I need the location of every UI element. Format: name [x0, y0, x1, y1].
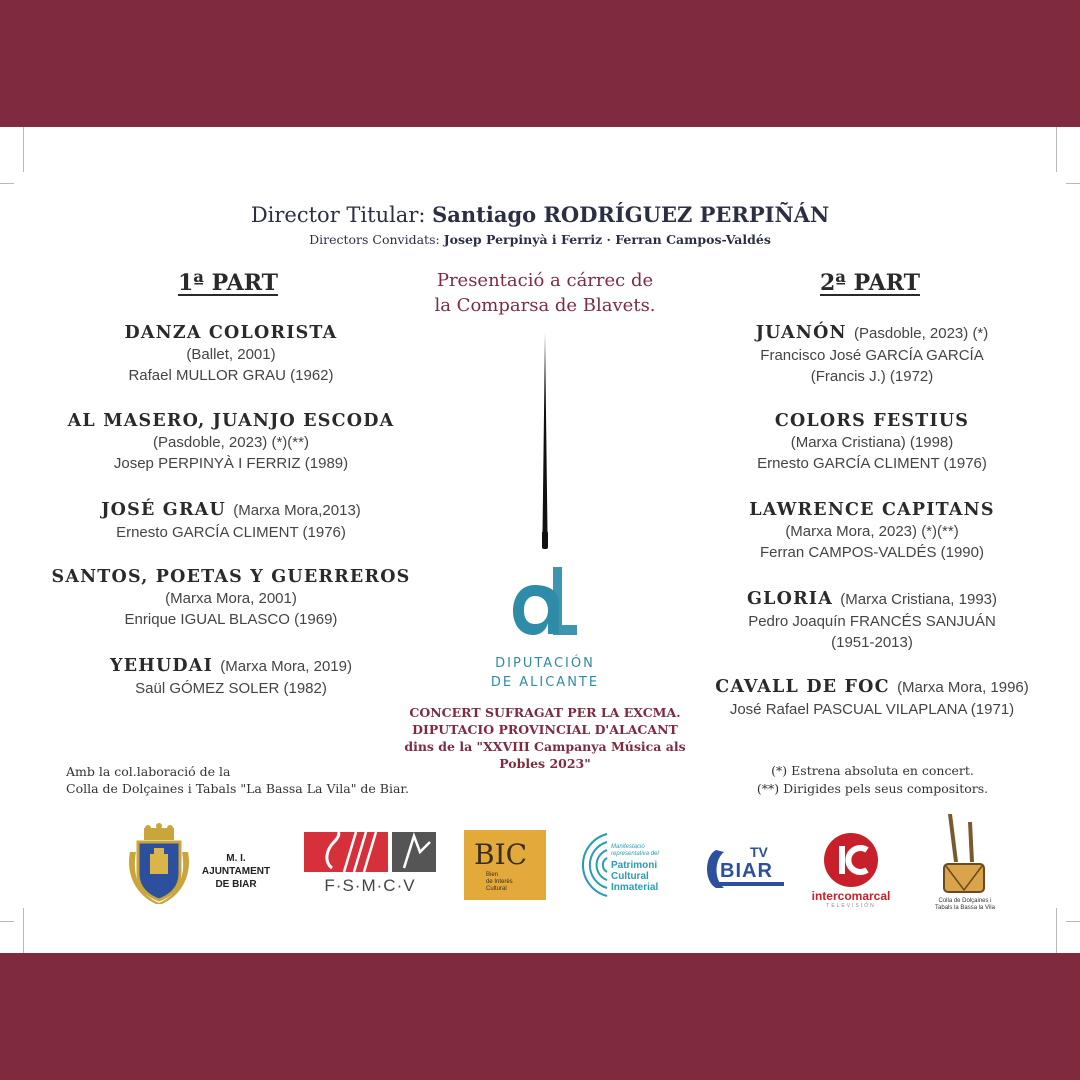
piece: [31, 566, 431, 630]
crop-mark: [23, 908, 24, 953]
crop-mark: [23, 127, 24, 172]
piece-title: GLORIA: [746, 589, 833, 609]
footnote: (*) Estrena absoluta en concert.: [771, 763, 974, 778]
piece-line: Ernesto GARCÍA CLIMENT (1976): [116, 524, 346, 541]
crop-mark: [1056, 908, 1057, 953]
collaboration-note: [66, 763, 409, 797]
piece-line: (Marxa Mora, 2001): [165, 590, 297, 607]
piece-inline-note: (Marxa Mora, 2019): [220, 658, 352, 675]
crop-mark: [1066, 921, 1080, 922]
concert-line: DIPUTACIO PROVINCIAL D'ALACANT: [412, 722, 678, 737]
baton-icon: [541, 333, 549, 549]
piece: [672, 499, 1072, 563]
concert-line: dins de la "XXVIII Campanya Música als: [404, 739, 686, 754]
directors-convidats-label: Directors Convidats:: [309, 232, 440, 247]
director-titular-name: Santiago RODRÍGUEZ PERPIÑÁN: [432, 202, 830, 227]
tvbiar-logo: [702, 838, 786, 894]
piece-line: Josep PERPINYÀ I FERRIZ (1989): [113, 455, 349, 472]
piece-line: Ferran CAMPOS-VALDÉS (1990): [760, 544, 984, 561]
piece-line: Francisco José GARCÍA GARCÍA: [760, 347, 984, 364]
director-titular: [0, 202, 1080, 227]
fsmcv-stripes-icon: [304, 832, 436, 872]
intercomarcal-logo: [804, 832, 898, 908]
piece-inline-note: (Marxa Cristiana, 1993): [840, 591, 998, 608]
piece-title: SANTOS, POETAS Y GUERREROS: [51, 567, 411, 587]
piece-line: Pedro Joaquín FRANCÉS SANJUÁN: [748, 613, 996, 630]
concert-line: Pobles 2023": [499, 756, 591, 771]
colla-line: Tabals la Bassa la Vila: [935, 905, 995, 911]
fsmcv-text: F·S·M·C·V: [324, 876, 416, 895]
piece-line: (Francis J.) (1972): [810, 368, 934, 385]
director-titular-label: Director Titular:: [250, 203, 426, 227]
bic-logo: [464, 830, 546, 900]
diputacion-line: DE ALICANTE: [490, 675, 600, 690]
footnotes: [730, 762, 1015, 798]
piece-line: Saül GÓMEZ SOLER (1982): [135, 680, 327, 697]
crop-mark: [1056, 127, 1057, 172]
intercomarcal-ic-icon: [823, 832, 879, 888]
patrimoni-arcs-icon: [571, 830, 611, 900]
ajuntament-line: M. I. AJUNTAMENT: [201, 853, 271, 877]
drum-dolcaina-icon: [938, 812, 988, 896]
piece-line: (1951-2013): [831, 634, 913, 651]
diputacion-logo-icon: [505, 563, 585, 643]
bic-sub: Cultural: [486, 886, 507, 892]
patrimoni-line: Patrimoni: [611, 860, 658, 871]
patrimoni-line: Inmaterial: [611, 882, 659, 893]
piece-line: Rafael MULLOR GRAU (1962): [128, 367, 334, 384]
intercomarcal-sub: TELEVISIÓN: [826, 903, 876, 909]
piece-title: YEHUDAI: [110, 656, 213, 676]
bic-sub: Bien: [486, 872, 499, 878]
diputacion-name: [445, 654, 645, 692]
piece: [672, 676, 1072, 720]
piece: [31, 655, 431, 699]
crop-mark: [0, 921, 14, 922]
tvbiar-biar: BIAR: [720, 860, 773, 882]
piece-title: JUANÓN: [755, 323, 847, 343]
piece-title: LAWRENCE CAPITANS: [749, 500, 995, 520]
piece: [672, 410, 1072, 474]
part2-heading: 2ª PART: [820, 270, 920, 296]
collab-line: Amb la col.laboració de la: [66, 764, 231, 779]
tvbiar-tv: TV: [750, 844, 768, 860]
patrimoni-logo: [571, 830, 681, 900]
fsmcv-logo: [304, 832, 436, 898]
concert-line: CONCERT SUFRAGAT PER LA EXCMA.: [409, 705, 681, 720]
colla-line: Colla de Dolçaines i: [938, 898, 992, 904]
presentacio-line: la Comparsa de Blavets.: [434, 295, 656, 316]
coat-of-arms-icon: [126, 822, 192, 908]
intercomarcal-name: intercomarcal: [811, 889, 891, 903]
piece-title: JOSÉ GRAU: [101, 500, 226, 520]
piece-title: AL MASERO, JUANJO ESCODA: [67, 411, 395, 431]
piece: [31, 322, 431, 386]
top-band: [0, 0, 1080, 127]
piece-inline-note: (Marxa Mora,2013): [233, 502, 361, 519]
patrimoni-small: representativa del: [611, 851, 659, 857]
piece: [672, 322, 1072, 387]
ajuntament-line: DE BIAR: [215, 879, 257, 890]
presentacio-line: Presentació a cárrec de: [436, 270, 654, 291]
piece: [672, 588, 1072, 653]
piece-line: (Ballet, 2001): [186, 346, 276, 363]
colla-logo: [926, 812, 1004, 916]
piece-line: José Rafael PASCUAL VILAPLANA (1971): [729, 701, 1015, 718]
piece-title: COLORS FESTIUS: [774, 411, 970, 431]
piece-line: Ernesto GARCÍA CLIMENT (1976): [757, 455, 987, 472]
bottom-band: [0, 953, 1080, 1080]
footnote: (**) Dirigides pels seus compositors.: [756, 781, 989, 796]
piece-line: (Pasdoble, 2023) (*)(**): [153, 434, 309, 451]
collab-line: Colla de Dolçaines i Tabals "La Bassa La Vila" de Biar.: [66, 781, 410, 796]
bic-mark: BIC: [474, 838, 528, 871]
piece-line: (Marxa Cristiana) (1998): [790, 434, 954, 451]
bic-sub: de Interés: [486, 879, 513, 885]
piece: [31, 499, 431, 543]
directors-convidats: [0, 232, 1080, 247]
concert-credit: [390, 704, 700, 772]
piece-line: Enrique IGUAL BLASCO (1969): [124, 611, 338, 628]
crop-mark: [0, 183, 14, 184]
piece-title: DANZA COLORISTA: [124, 323, 338, 343]
part1-heading: 1ª PART: [178, 270, 278, 296]
ajuntament-biar-logo: [126, 822, 276, 908]
crop-mark: [1066, 183, 1080, 184]
patrimoni-small: Manifestació: [611, 844, 645, 850]
piece-inline-note: (Marxa Mora, 1996): [897, 679, 1029, 696]
piece-title: CAVALL DE FOC: [715, 677, 890, 697]
piece-line: (Marxa Mora, 2023) (*)(**): [785, 523, 959, 540]
patrimoni-line: Cultural: [611, 871, 649, 882]
directors-convidats-names: Josep Perpinyà i Ferriz · Ferran Campos-Valdés: [443, 232, 771, 247]
diputacion-line: DIPUTACIÓN: [495, 656, 595, 671]
piece: [31, 410, 431, 474]
presentacio-text: [400, 268, 690, 318]
piece-inline-note: (Pasdoble, 2023) (*): [854, 325, 989, 342]
